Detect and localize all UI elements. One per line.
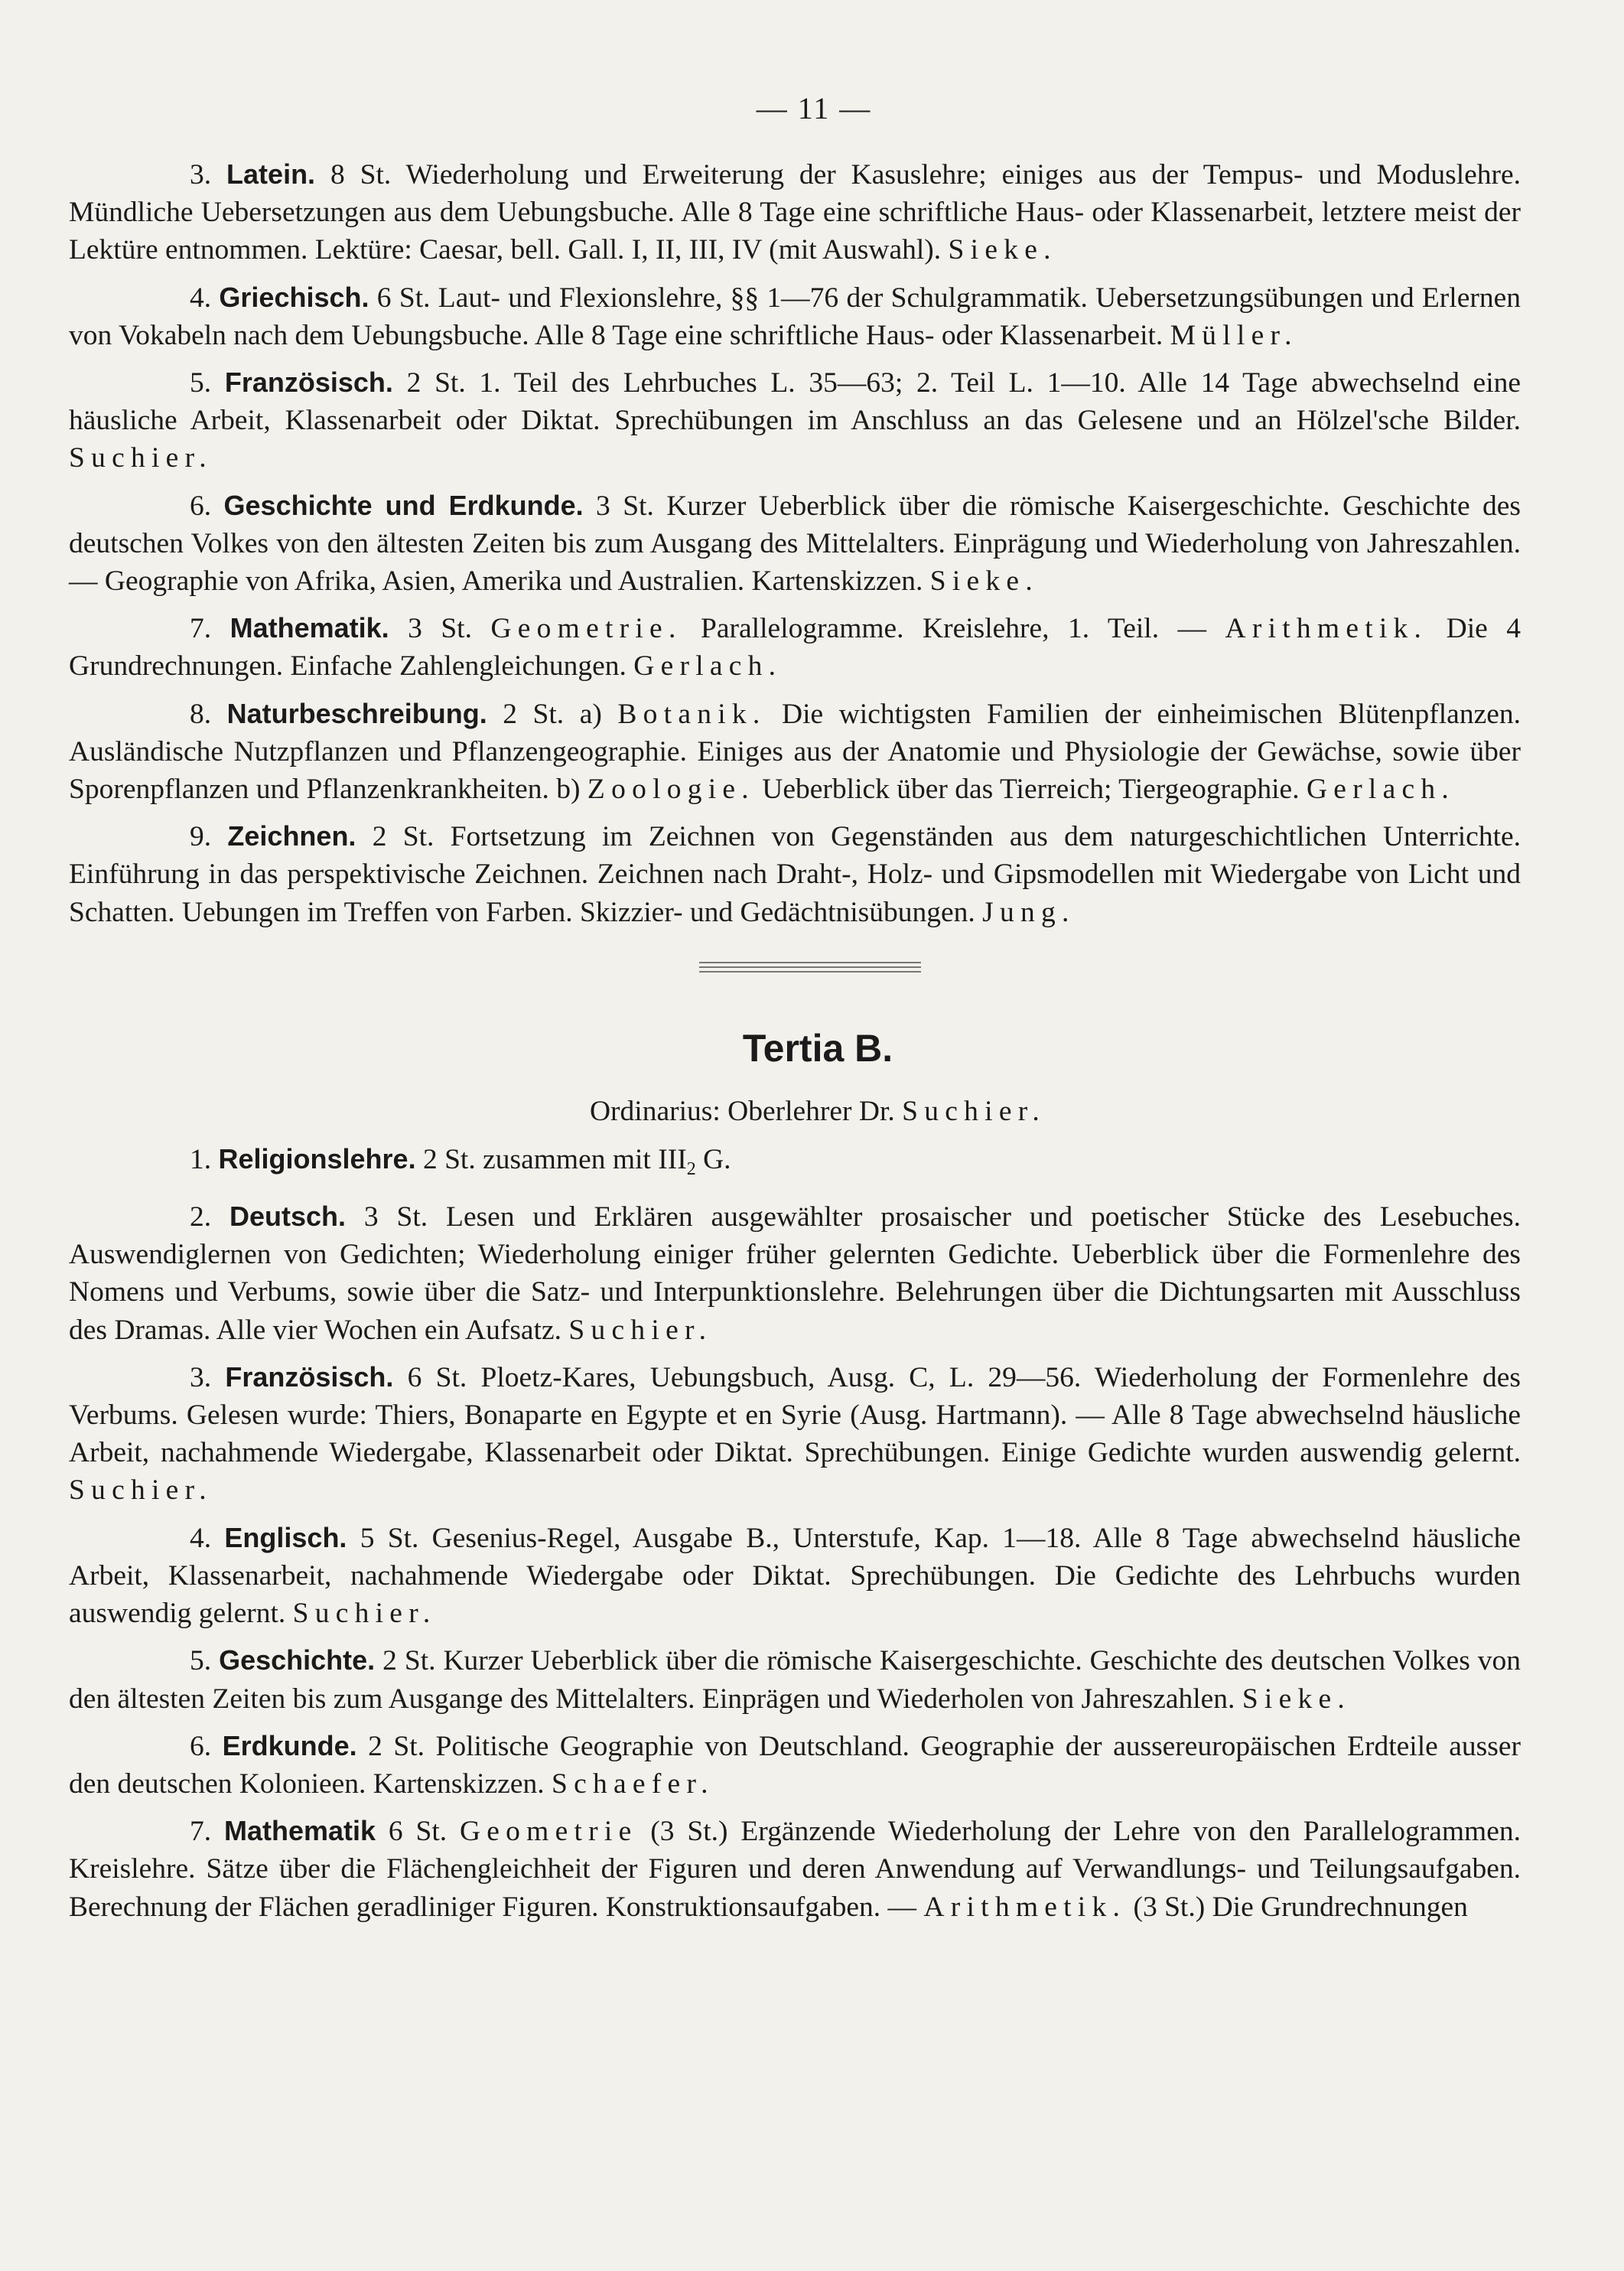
paragraph-text: 2 St. 1. Teil des Lehrbuches L. 35—63; 2. Teil L. 1—10. Alle 14 Tage abwechselnd eine häusliche Arbeit, Klassenarbeit oder Diktat. Sprechübungen im Anschluss an das Gelesene und an Hölzel'sche Bilder.	[69, 367, 1521, 437]
class-heading: Tertia B.	[742, 1026, 893, 1070]
ordinarius-line	[69, 1095, 1521, 1128]
paragraph-text: Ueberblick über das Tierreich; Tiergeographie.	[754, 774, 1307, 806]
teacher-or-topic-spaced: Schaefer.	[552, 1768, 714, 1800]
paragraph-text: 2 St. Fortsetzung im Zeichnen von Gegenständen aus dem naturgeschichtlichen Unterrichte. Einführung in das perspektivische Zeichnen. Zeichnen nach Draht-, Holz- und Gipsmodellen mit Wiedergabe von Licht und Schatten. Uebungen im Treffen von Farben. Skizzier- und Gedächtnisübungen.	[69, 821, 1521, 928]
teacher-or-topic-spaced: Sieke.	[948, 234, 1057, 266]
paragraph-text: (3 St.) Die Grundrechnungen	[1126, 1891, 1468, 1923]
paragraph-text: 6 St. Laut- und Flexionslehre, §§ 1—76 der Schulgrammatik. Uebersetzungsübungen und Erlernen von Vokabeln nach dem Uebungsbuche. Alle 8 Tage eine schriftliche Haus- oder Klassenarbeit.	[69, 282, 1521, 351]
teacher-or-topic-spaced: Zoologie.	[587, 774, 755, 806]
item-number: 7.	[190, 1816, 224, 1848]
subject-paragraph	[69, 363, 1521, 477]
ordinarius-label: Ordinarius: Oberlehrer Dr.	[589, 1095, 903, 1127]
subject-title: Mathematik.	[229, 612, 389, 644]
item-number: 5.	[190, 367, 225, 399]
paragraph-text: 2 St. Politische Geographie von Deutschland. Geographie der aussereuropäischen Erdteile ausser den deutschen Kolonieen. Kartenskizzen.	[69, 1730, 1521, 1800]
item-number: 3.	[190, 1361, 226, 1393]
section-previous-class	[69, 155, 1521, 931]
teacher-or-topic-spaced: Gerlach.	[1306, 774, 1456, 806]
subject-paragraph	[69, 1641, 1521, 1717]
teacher-or-topic-spaced: Arithmetik.	[1225, 613, 1428, 645]
page-number: — 11 —	[756, 91, 872, 125]
paragraph-text: 5 St. Gesenius-Regel, Ausgabe B., Unterstufe, Kap. 1—18. Alle 8 Tage abwechselnd häusliche Arbeit, Klassenarbeit, nachahmende Wiedergabe oder Diktat. Sprechübungen. Die Gedichte des Lehrbuchs wurden auswendig gelernt.	[69, 1522, 1521, 1630]
paragraph-text: 3 St.	[389, 613, 491, 645]
item-number: 6.	[190, 490, 224, 522]
teacher-or-topic-spaced: Sieke.	[1242, 1683, 1352, 1715]
subject-paragraph	[69, 1358, 1521, 1510]
paragraph-text: 2 St. zusammen mit III	[415, 1143, 687, 1175]
item-number: 3.	[190, 159, 227, 191]
subject-paragraph	[69, 1812, 1521, 1926]
teacher-or-topic-spaced: Arithmetik.	[923, 1891, 1127, 1923]
subject-title: Zeichnen.	[227, 820, 356, 852]
subject-paragraph	[69, 155, 1521, 269]
paragraph-text: 3 St. Kurzer Ueberblick über die römische Kaisergeschichte. Geschichte des deutschen Volkes von den ältesten Zeiten bis zum Ausgang des Mittelalters. Einprägung und Wiederholung von Jahreszahlen. — Geographie von Afrika, Asien, Amerika und Australien. Kartenskizzen.	[69, 490, 1521, 598]
paragraph-text: 2 St. Kurzer Ueberblick über die römische Kaisergeschichte. Geschichte des deutschen Volkes von den ältesten Zeiten bis zum Ausgange des Mittelalters. Einprägen und Wiederholen von Jahreszahlen.	[69, 1645, 1521, 1715]
item-number: 8.	[190, 698, 227, 730]
paragraph-text: 2 St. a)	[487, 698, 618, 730]
subject-paragraph	[69, 279, 1521, 354]
subject-title: Geschichte.	[219, 1644, 376, 1676]
teacher-or-topic-spaced: Suchier.	[69, 442, 213, 474]
subscript: 2	[686, 1158, 696, 1179]
subject-title: Französisch.	[224, 367, 393, 399]
paragraph-text: 6 St. Ploetz-Kares, Uebungsbuch, Ausg. C, L. 29—56. Wiederholung der Formenlehre des Verbums. Gelesen wurde: Thiers, Bonaparte en Egypte et en Syrie (Ausg. Hartmann). — Alle 8 Tage abwechselnd häusliche Arbeit, nachahmende Wiedergabe, Klassenarbeit oder Diktat. Sprechübungen. Einige Gedichte wurden auswendig gelernt.	[69, 1361, 1521, 1469]
subject-title: Mathematik	[223, 1815, 376, 1847]
subject-paragraph	[69, 609, 1521, 685]
subject-title: Deutsch.	[229, 1201, 347, 1233]
teacher-or-topic-spaced: Müller.	[1170, 319, 1298, 351]
paragraph-text: Parallelogramme. Kreislehre, 1. Teil. —	[682, 613, 1225, 645]
item-number: 1.	[190, 1143, 219, 1175]
item-number: 5.	[190, 1645, 220, 1677]
teacher-or-topic-spaced: Sieke.	[929, 565, 1039, 598]
subject-paragraph	[69, 487, 1521, 601]
item-number: 4.	[190, 1522, 225, 1554]
teacher-or-topic-spaced: Geometrie	[459, 1816, 638, 1848]
paragraph-text: 8 St. Wiederholung und Erweiterung der Kasuslehre; einiges aus der Tempus- und Moduslehre. Mündliche Uebersetzungen aus dem Uebungsbuche. Alle 8 Tage eine schriftliche Haus- oder Klassenarbeit, letztere meist der Lektüre entnommen. Lektüre: Caesar, bell. Gall. I, II, III, IV (mit Auswahl).	[69, 159, 1521, 266]
teacher-or-topic-spaced: Suchier.	[568, 1314, 713, 1346]
subject-title: Latein.	[226, 158, 316, 190]
subject-paragraph	[69, 1727, 1521, 1803]
teacher-or-topic-spaced: Jung.	[982, 896, 1076, 928]
subject-paragraph	[69, 1140, 1521, 1188]
item-number: 6.	[190, 1730, 223, 1762]
subject-title: Religionslehre.	[218, 1142, 416, 1175]
subject-title: Erdkunde.	[222, 1729, 357, 1761]
subject-paragraph	[69, 1519, 1521, 1633]
subject-title: Griechisch.	[219, 281, 369, 313]
teacher-or-topic-spaced: Geometrie.	[490, 613, 682, 645]
subject-title: Naturbeschreibung.	[226, 697, 487, 729]
section-tertia-b	[69, 1140, 1521, 1926]
subject-title: Geschichte und Erdkunde.	[223, 489, 584, 521]
paragraph-text: Die wichtigsten Familien der einheimischen Blütenpflanzen. Ausländische Nutzpflanzen und Pflanzengeographie. Einiges aus der Anatomie und Physiologie der Gewächse, sowie über Sporenpflanzen und Pflanzenkrankheiten. b)	[69, 698, 1521, 806]
paragraph-text: G.	[695, 1143, 731, 1175]
subject-paragraph	[69, 1197, 1521, 1349]
teacher-or-topic-spaced: Suchier.	[69, 1474, 213, 1507]
teacher-or-topic-spaced: Botanik.	[617, 698, 766, 730]
paragraph-text: 3 St. Lesen und Erklären ausgewählter prosaischer und poetischer Stücke des Lesebuches. Auswendiglernen von Gedichten; Wiederholung einiger früher gelernten Gedichte. Ueberblick über die Formenlehre des Nomens und Verbums, sowie über die Satz- und Interpunktionslehre. Belehrungen über die Dichtungsarten mit Ausschluss des Dramas. Alle vier Wochen ein Aufsatz.	[69, 1201, 1521, 1346]
item-number: 4.	[190, 282, 220, 314]
subject-paragraph	[69, 817, 1521, 931]
paragraph-text: 6 St.	[376, 1816, 460, 1848]
item-number: 2.	[190, 1201, 229, 1233]
subject-title: Französisch.	[225, 1360, 394, 1393]
subject-title: Englisch.	[224, 1521, 347, 1553]
paragraph-text: (3 St.) Ergänzende Wiederholung der Lehre von den Parallelogrammen. Kreislehre. Sätze über die Flächengleichheit der Figuren und deren Anwendung auf Verwandlungs- und Teilungsaufgaben. Berechnung der Flächen geradliniger Figuren. Konstruktionsaufgaben. —	[69, 1816, 1521, 1923]
teacher-or-topic-spaced: Gerlach.	[633, 650, 783, 683]
item-number: 7.	[190, 613, 230, 645]
ordinarius-name: Suchier.	[902, 1095, 1046, 1127]
paragraph-text: Die 4 Grundrechnungen. Einfache Zahlengleichungen.	[69, 613, 1521, 683]
item-number: 9.	[190, 821, 228, 853]
section-divider	[669, 962, 921, 973]
subject-paragraph	[69, 695, 1521, 809]
teacher-or-topic-spaced: Suchier.	[292, 1598, 437, 1630]
